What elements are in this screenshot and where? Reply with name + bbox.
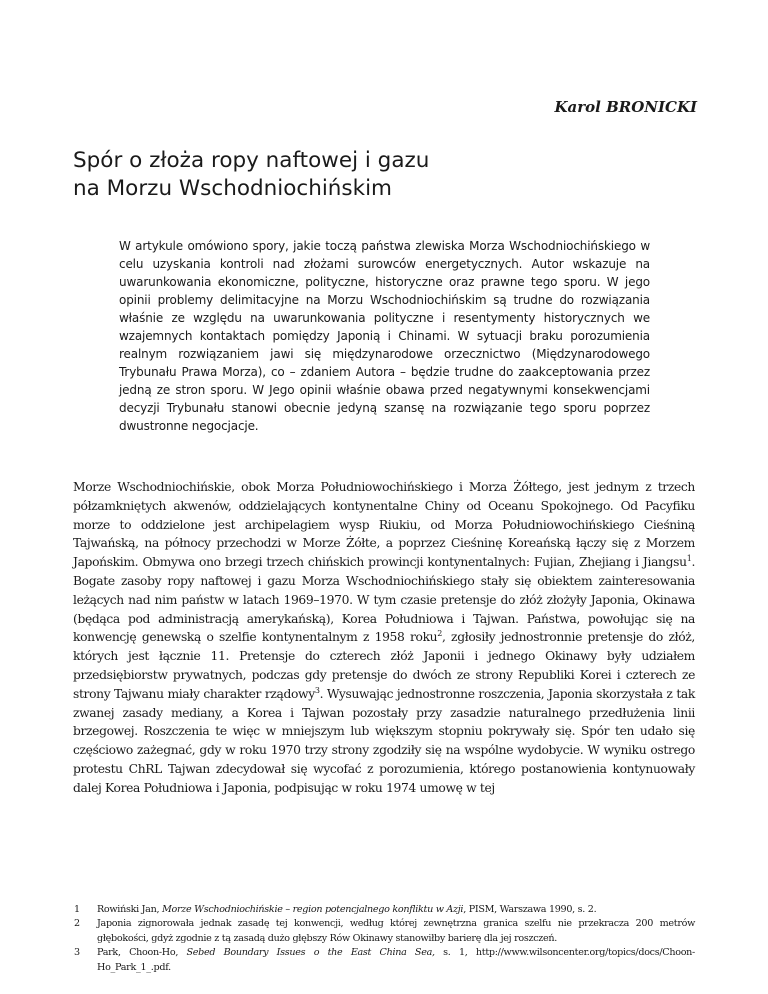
footnote-number: 1: [74, 904, 80, 915]
footnote-text-italic: Morze Wschodniochińskie – region potencjalnego konfliktu w Azji: [161, 904, 464, 915]
footnote: [73, 903, 695, 917]
title-line-1: Spór o złoża ropy naftowej i gazu: [73, 148, 430, 173]
footnote-text: [97, 917, 695, 946]
footnote-ref-2[interactable]: 2: [437, 629, 442, 639]
footnote-text-plain: s. 1, http://www.wilsoncenter.org/topics/docs/Choon-Ho_Park_1_.pdf.: [97, 947, 695, 973]
footnote: [73, 946, 695, 975]
footnote-number: 2: [74, 918, 80, 930]
body-paragraph: [73, 478, 695, 798]
title-line-2: na Morzu Wschodniochińskim: [73, 176, 393, 201]
body-text-part-3: , zgłosiły jednostronnie pretensje do złóż, których jest łącznie 11. Pretensje do czterech złóż Japonii i jednego Okinawy były udziałem przedsiębiorstw prywatnych, podczas gdy pretensje do dwóch ze strony Republiki Korei i czterech ze strony Tajwanu miały charakter rządowy: [73, 630, 695, 701]
footnote-text: [97, 946, 695, 975]
body-text-part-1: Morze Wschodniochińskie, obok Morza Południowochińskiego i Morza Żółtego, jest jednym z trzech półzamkniętych akwenów, oddzielających kontynentalne Chiny od Oceanu Spokojnego. Od Pacyfiku morze to oddzielone jest archipelagiem wysp Riukiu, od Morza Południowochińskiego Cieśniną Tajwańską, na północy przechodzi w Morze Żółte, a poprzez Cieśninę Koreańską łączy się z Morzem Japońskim. Obmywa ono brzegi trzech chińskich prowincji kontynentalnych: Fujian, Zhejiang i Jiangsu: [73, 480, 695, 570]
author-name: Karol BRONICKI: [554, 98, 697, 116]
abstract: W artykule omówiono spory, jakie toczą państwa zlewiska Morza Wschodniochińskiego w celu uzyskania kontroli nad złożami surowców energetycznych. Autor wskazuje na uwarunkowania ekonomiczne, polityczne, historyczne oraz prawne tego sporu. W jego opinii problemy delimitacyjne na Morzu Wschodniochińskim są trudne do rozwiązania właśnie ze względu na uwarunkowania polityczne i resentymenty historycznych we wzajemnych kontaktach pomiędzy Japonią i Chinami. W sytuacji braku porozumienia realnym rozwiązaniem jawi się międzynarodowe orzecznictwo (Międzynarodowego Trybunału Prawa Morza), co – zdaniem Autora – będzie trudne do zaakceptowania przez jedną ze stron sporu. W Jego opinii właśnie obawa przed negatywnymi konsekwencjami decyzji Trybunału stanowi obecnie jedyną szansę na rozwiązanie tego sporu poprzez dwustronne negocjacje.: [119, 239, 650, 433]
footnotes: [73, 903, 695, 975]
footnote: [73, 917, 695, 946]
footnote-text-plain: Japonia zignorowała jednak zasadę tej konwencji, według której zewnętrzna granica szelfu nie przekracza 200 metrów głębokości, gdyż zgodnie z tą zasadą dużo głębszy Rów Okinawy stanowiłby barierę dla jej roszczeń.: [97, 918, 695, 944]
footnote-text-italic: Sebed Boundary Issues o the East China Sea,: [186, 947, 435, 959]
footnote-text: [97, 903, 695, 917]
footnote-text-plain: Rowiński Jan,: [97, 904, 162, 915]
body-text-part-2: . Bogate zasoby ropy naftowej i gazu Morza Wschodniochińskiego stały się obiektem zainteresowania leżących nad nim państw w latach 1969–1970. W tym czasie pretensje do złóż złożyły Japonia, Okinawa (będąca pod administracją amerykańską), Korea Południowa i Tajwan. Państwa, powołując się na konwencję genewską o szelfie kontynentalnym z 1958 roku: [73, 555, 695, 645]
body-text-part-4: . Wysuwając jednostronne roszczenia, Japonia skorzystała z tak zwanej zasady mediany, a Korea i Tajwan pozostały przy zasadzie naturalnego przedłużenia linii brzegowej. Roszczenia te więc w mniejszym lub większym stopniu pokrywały się. Spór ten udało się częściowo zażegnać, gdy w roku 1970 trzy strony zgodziły się na wspólne wydobycie. W wyniku ostrego protestu ChRL Tajwan zdecydował się wycofać z porozumienia, którego postanowienia kontynuowały dalej Korea Południowa i Japonia, podpisując w roku 1974 umowę w tej: [73, 686, 695, 795]
footnote-text-plain: Park, Choon-Ho,: [97, 947, 187, 959]
footnote-text-plain: , PISM, Warszawa 1990, s. 2.: [463, 904, 597, 915]
footnote-ref-1[interactable]: 1: [686, 554, 692, 564]
footnote-number: 3: [74, 947, 80, 959]
footnote-ref-3[interactable]: 3: [314, 685, 320, 695]
article-title: [73, 147, 633, 203]
